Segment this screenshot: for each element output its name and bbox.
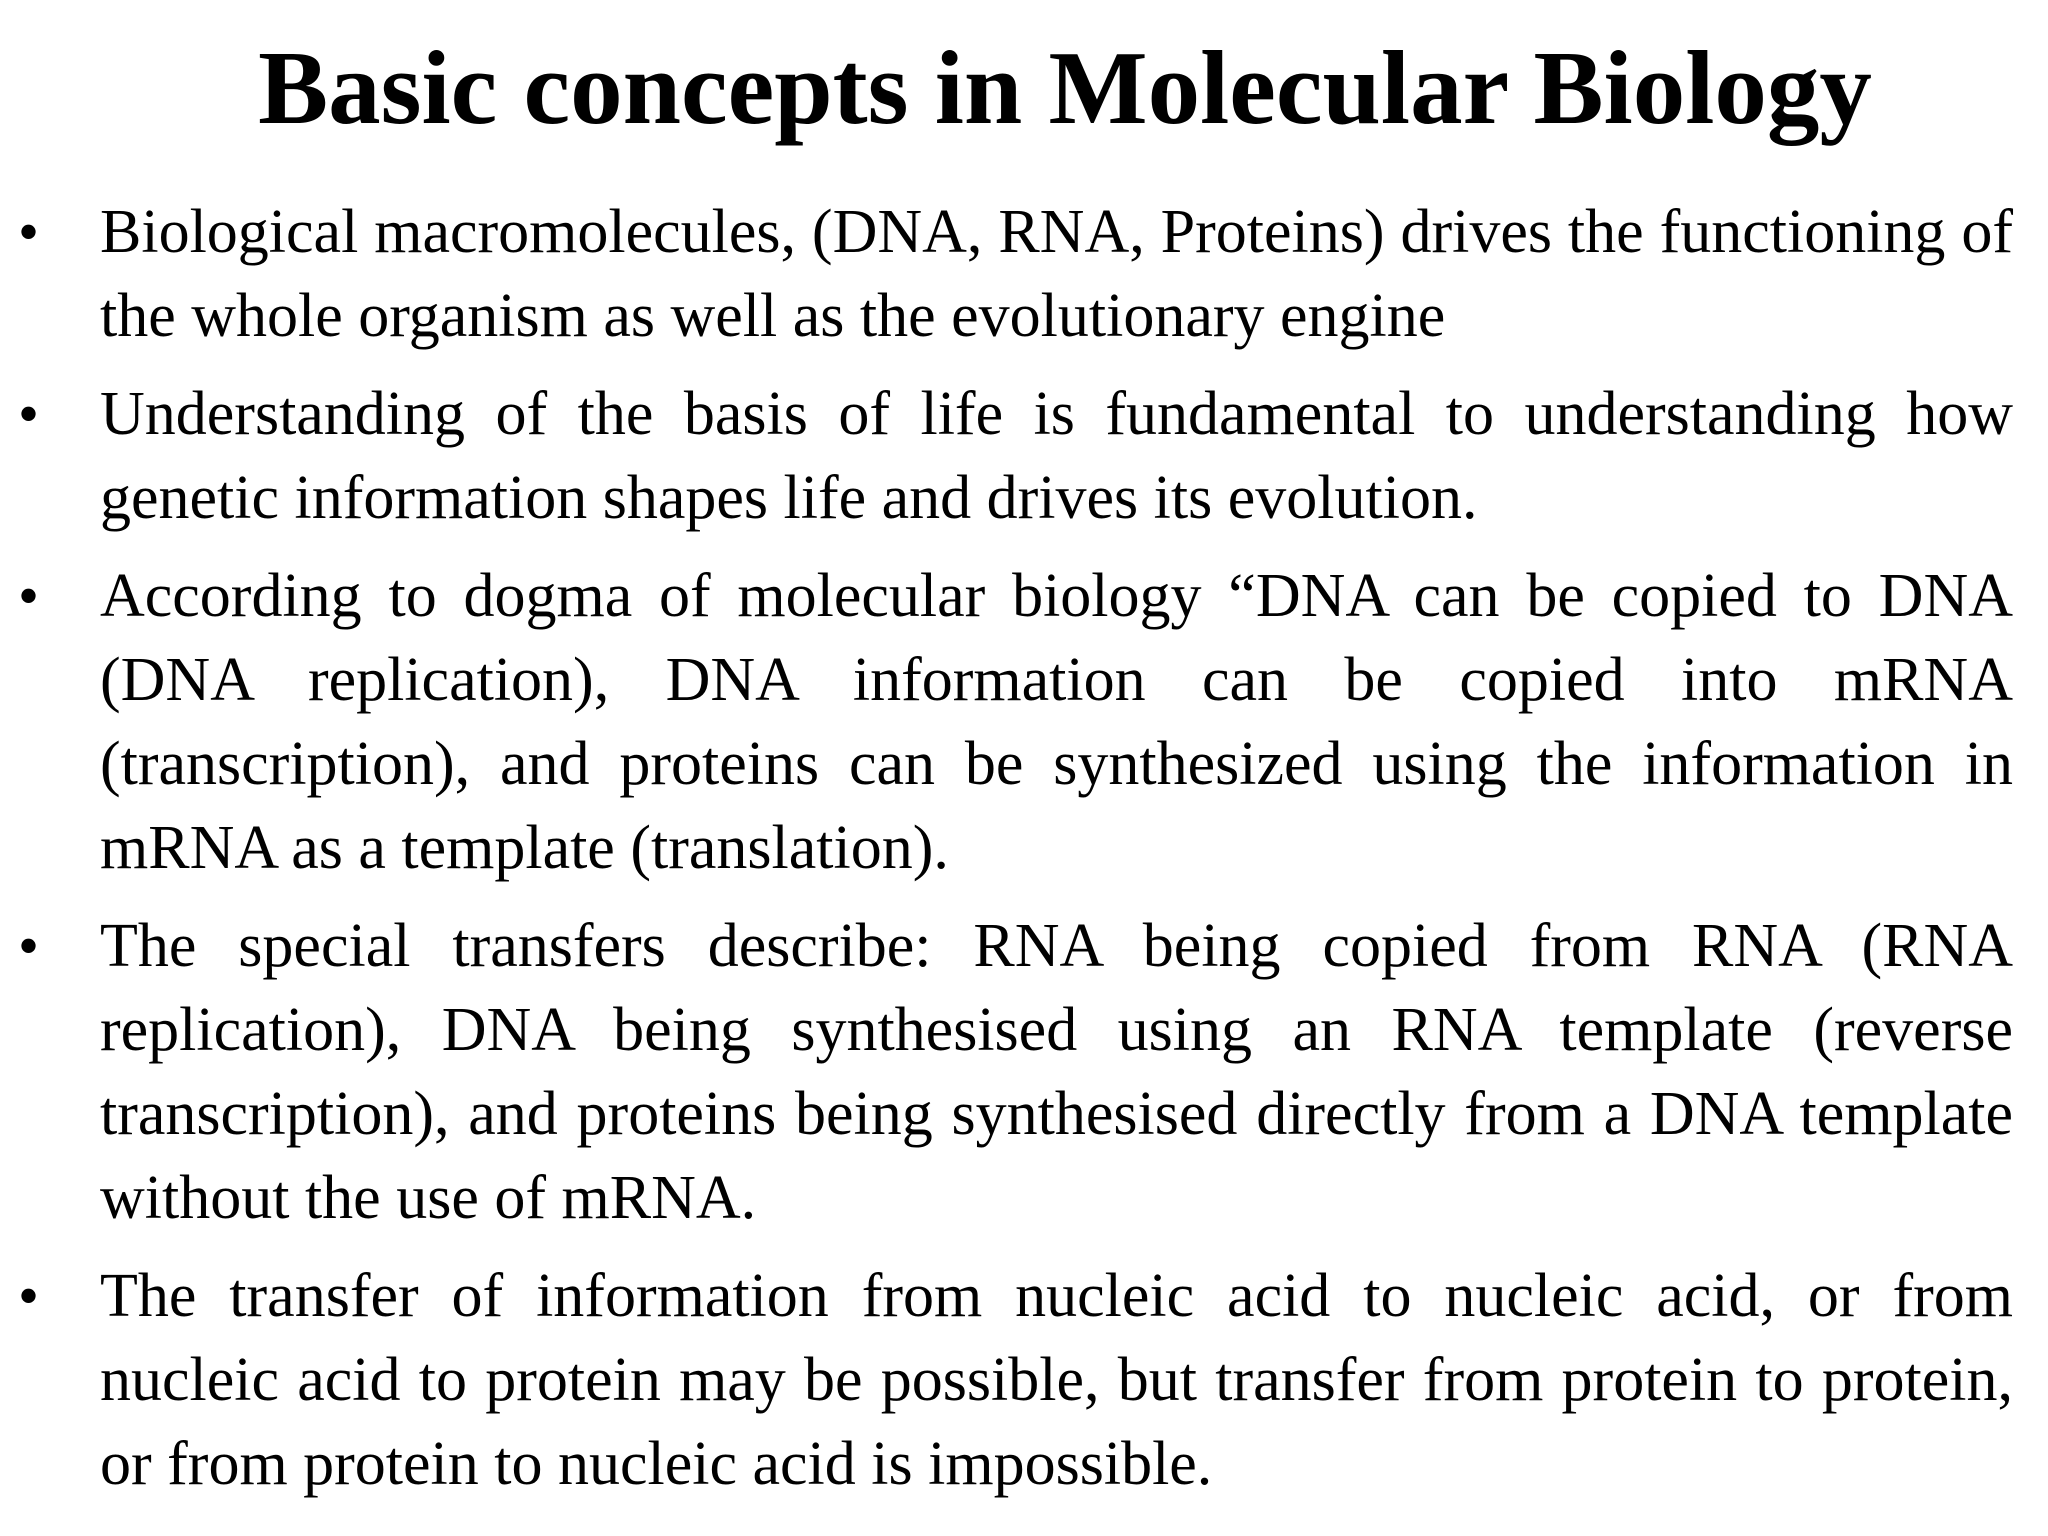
bullet-dot-icon: • (18, 913, 40, 979)
bullet-text: The special transfers describe: RNA being copied from RNA (RNA replication), DNA being synthesised using an RNA template (reverse transcription), and proteins being synthesised directly from a DNA template without the use of mRNA. (100, 912, 2013, 1232)
bullet-dot-icon: • (18, 563, 40, 629)
slide-title: Basic concepts in Molecular Biology (258, 29, 1872, 146)
bullet-list (0, 190, 2048, 1520)
bullet-dot-icon: • (18, 199, 40, 265)
bullet-item (0, 190, 2048, 358)
bullet-text: The transfer of information from nucleic acid to nucleic acid, or from nucleic acid to protein may be possible, but transfer from protein to protein, or from protein to nucleic acid is impossible. (100, 1262, 2013, 1498)
bullet-text: Biological macromolecules, (DNA, RNA, Proteins) drives the functioning of the whole organism as well as the evolutionary engine (100, 198, 2013, 350)
bullet-text: Understanding of the basis of life is fundamental to understanding how genetic information shapes life and drives its evolution. (100, 380, 2013, 532)
bullet-item (0, 554, 2048, 890)
bullet-item (0, 1254, 2048, 1506)
bullet-dot-icon: • (18, 1263, 40, 1329)
bullet-item (0, 904, 2048, 1240)
bullet-item (0, 372, 2048, 540)
bullet-text: According to dogma of molecular biology “DNA can be copied to DNA (DNA replication), DNA information can be copied into mRNA (transcription), and proteins can be synthesized using the information in mRNA as a template (translation). (100, 562, 2013, 882)
bullet-dot-icon: • (18, 381, 40, 447)
